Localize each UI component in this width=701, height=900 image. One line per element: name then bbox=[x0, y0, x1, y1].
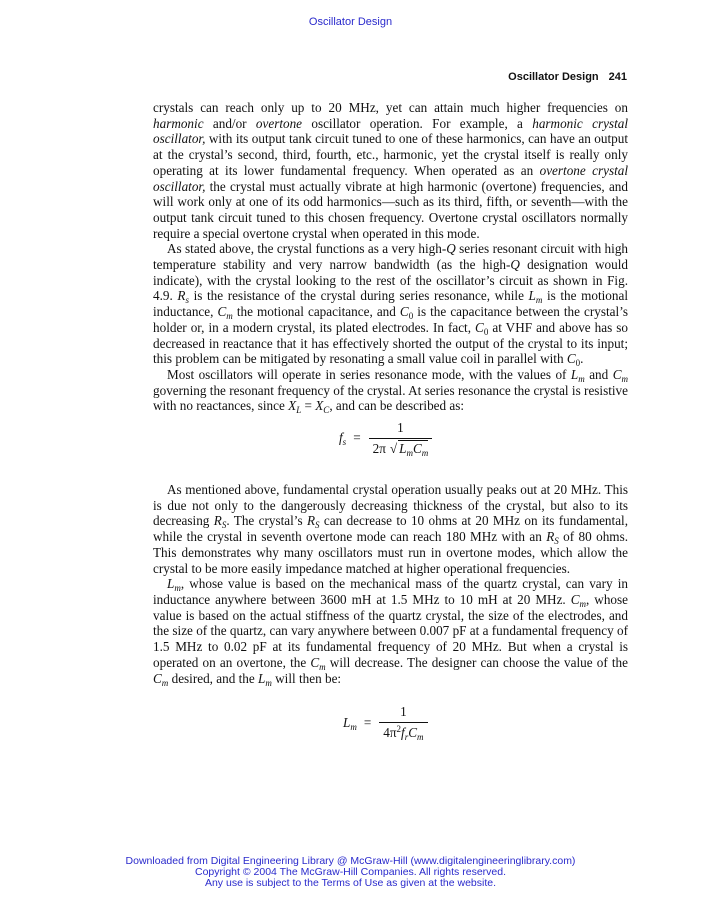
paragraph-1: crystals can reach only up to 20 MHz, yet can attain much higher frequencies on harmonic and/or overtone oscillator operation. For example, a harmonic crystal oscillator, with its output tank circuit tuned to one of these harmonics, can have an output at the crystal’s second, third, fourth, etc., harmonic, yet the crystal itself is really only operating at its lower fundamental frequency. When operated as an overtone crystal oscillator, the crystal must actually vibrate at high harmonic (overtone) frequencies, and will work only at one of its odd harmonics—such as its third, fifth, or seventh—with the output tank circuit tuned to this chosen frequency. Overtone crystal oscillators normally require a special overtone crystal when operated in this mode. bbox=[153, 100, 629, 241]
paragraph-4: As mentioned above, fundamental crystal operation usually peaks out at 20 MHz. This is due not only to the dangerously decreasing thickness of the crystal, but also to its decreasing $R_S$. The crystal’s $R_S$ can decrease to 10 ohms at 20 MHz on its fundamental, while the crystal in seventh overtone mode can reach 180 MHz with an $R_S$ of 80 ohms. This demonstrates why many oscillators must run in overtone modes, which allow the crystal to be more easily impedance matched at higher operational frequencies. bbox=[153, 482, 629, 576]
paragraph-3: Most oscillators will operate in series resonance mode, with the values of $L_m$ and $C_m$ governing the resonant frequency of the crystal. At series resonance the crystal is resistive with no reactances, since $X_L = X_C$, and can be described as: bbox=[153, 366, 628, 416]
equation-series-resonance: $f_s$ = $\frac{1}{2\pi √ L_mC_m}$ bbox=[153, 418, 628, 470]
running-head bbox=[508, 71, 627, 83]
equation-motional-inductance: $L_m$ = $\frac{1}{4\pi^2f_rC_m}$ bbox=[153, 702, 628, 748]
page-number: 241 bbox=[608, 71, 627, 83]
paragraph-2: As stated above, the crystal functions as a very high-Q series resonant circuit with high temperature stability and very narrow bandwidth (as the high-Q designation would indicate), with the crystal looking to the rest of the oscillator’s circuit as shown in Fig. 4.9. $R_s$ is the resistance of the crystal during series resonance, while $L_m$ is the motional inductance, $C_m$ the motional capacitance, and $C_0$ is the capacitance between the crystal’s holder or, in a modern crystal, its plated electrodes. In fact, $C_0$ at VHF and above has so decreased in reactance that it has effectively shorted the output of the crystal to its input; this problem can be mitigated by resonating a small value coil in parallel with $C_0$. bbox=[153, 241, 629, 369]
page-body bbox=[153, 100, 628, 752]
paragraph-5: $L_m$, whose value is based on the mechanical mass of the quartz crystal, can vary in inductance anywhere between 3600 mH at 1.5 MHz to 10 mH at 20 MHz. $C_m$, whose value is based on the actual stiffness of the quartz crystal, the size of the electrodes, and the size of the quartz, can vary anywhere between 0.007 pF at a fundamental frequency of 1.5 MHz to 0.02 pF at its fundamental frequency of 20 MHz. But when a crystal is operated on an overtone, the $C_m$ will decrease. The designer can choose the value of the $C_m$ desired, and the $L_m$ will then be: bbox=[153, 576, 628, 688]
running-head-title: Oscillator Design bbox=[508, 71, 599, 83]
footer-download-link[interactable]: Downloaded from Digital Engineering Library @ McGraw-Hill (www.digitalengineeringlibrary.com) bbox=[125, 855, 576, 867]
footer-copyright[interactable]: Copyright © 2004 The McGraw-Hill Companies. All rights reserved. bbox=[195, 866, 506, 878]
footer-terms[interactable]: Any use is subject to the Terms of Use as given at the website. bbox=[204, 877, 497, 889]
header-link[interactable]: Oscillator Design bbox=[308, 16, 393, 28]
footer-notice bbox=[0, 856, 701, 889]
